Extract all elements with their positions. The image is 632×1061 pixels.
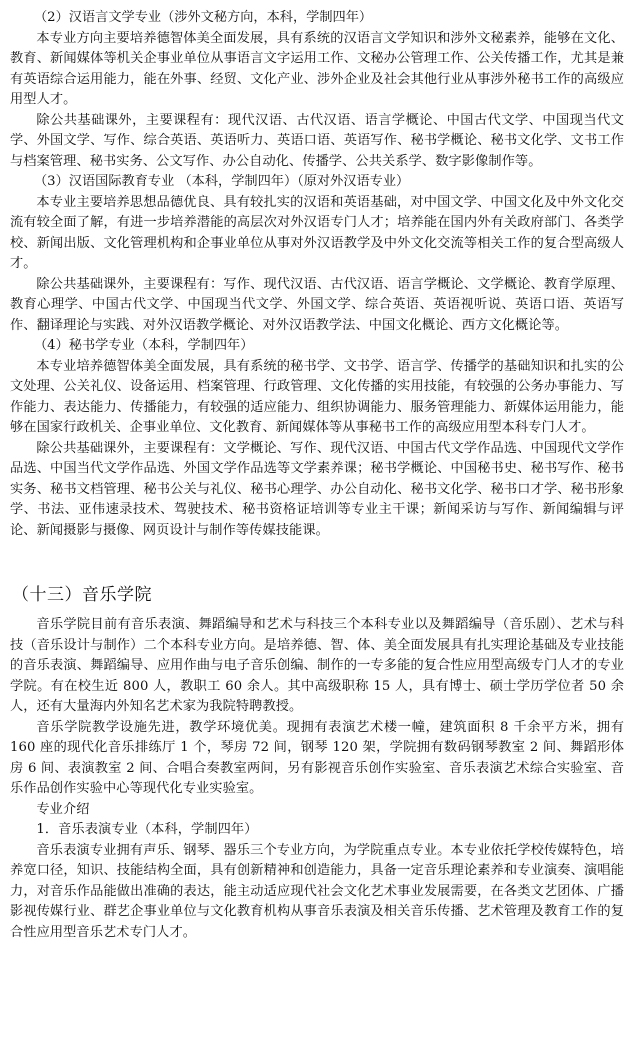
major-heading-chinese-secretarial: （2）汉语言文学专业（涉外文秘方向，本科，学制四年）	[34, 10, 373, 25]
major-heading-music-performance: 1．音乐表演专业（本科，学制四年）	[36, 822, 258, 837]
music-school-introduction: 音乐学院目前有音乐表演、舞蹈编导和艺术与科技三个本科专业以及舞蹈编导（音乐剧）、艺术与科技（音乐设计与制作）二个本科专业方向。是培养德、智、体、美全面发展具有扎实理论基础及专业技能的音乐表演、舞蹈编导、应用作曲与电子音乐创编、制作的一专多能的复合性应用型高级专门人才的专业学院。有在校生近 800 人，教职工 60 余人。其中高级职称 15 人，具有博士、硕士学历学位者 50 余人，还有大量海内外知名艺术家为我院特聘教授。	[10, 617, 624, 714]
major-courses-chinese-secretarial: 除公共基础课外，主要课程有：现代汉语、古代汉语、语言学概论、中国古代文学、中国现当代文学、外国文学、写作、综合英语、英语听力、英语口语、英语写作、秘书学概论、秘书文化学、文书工作与档案管理、秘书实务、公文写作、办公自动化、传播学、公共关系学、数字影像制作等。	[10, 112, 624, 169]
majors-introduction-label: 专业介绍	[36, 801, 90, 817]
major-description-music-performance: 音乐表演专业拥有声乐、钢琴、器乐三个专业方向，为学院重点专业。本专业依托学校传媒特色，培养宽口径，知识、技能结构全面，具有创新精神和创造能力，具备一定音乐理论素养和专业演奏、演唱能力，对音乐作品能做出准确的表达，能主动适应现代社会文化艺术事业发展需要，在各类文艺团体、广播影视传媒行业、群艺企事业单位与文化教育机构从事音乐表演及相关音乐传播、艺术管理及教育工作的复合性应用型音乐艺术专门人才。	[10, 842, 624, 940]
major-description-chinese-secretarial: 本专业方向主要培养德智体美全面发展，具有系统的汉语言文学知识和涉外文秘素养，能够在文化、教育、新闻媒体等机关企事业单位从事语言文字运用工作、文秘办公管理工作、公关传播工作，尤其是兼有英语综合运用能力，能在外事、经贸、文化产业、涉外企业及社会其他行业从事涉外秘书工作的高级应用型人才。	[10, 30, 624, 107]
major-courses-secretarial-studies: 除公共基础课外，主要课程有：文学概论、写作、现代汉语、中国古代文学作品选、中国现代文学作品选、中国当代文学作品选、外国文学作品选等文学素养课；秘书学概论、中国秘书史、秘书写作、秘书实务、秘书文档管理、秘书公关与礼仪、秘书心理学、办公自动化、秘书文化学、秘书口才学、秘书形象学、书法、亚伟速录技术、驾驶技术、秘书资格证培训等专业主干课；新闻采访与写作、新闻编辑与评论、新闻摄影与摄像、网页设计与制作等传媒技能课。	[10, 440, 624, 538]
section-title-music-school: （十三）音乐学院	[12, 585, 152, 605]
major-heading-international-chinese: （3）汉语国际教育专业 （本科，学制四年）（原对外汉语专业）	[34, 174, 410, 189]
major-heading-secretarial-studies: （4）秘书学专业（本科，学制四年）	[34, 338, 254, 353]
section-spacer	[10, 541, 624, 583]
major-courses-international-chinese: 除公共基础课外，主要课程有：写作、现代汉语、古代汉语、语言学概论、文学概论、教育学原理、教育心理学、中国古代文学、中国现当代文学、外国文学、综合英语、英语视听说、英语口语、英语写作、翻译理论与实践、对外汉语教学概论、对外汉语教学法、中国文化概论、西方文化概论等。	[10, 276, 624, 333]
major-description-international-chinese: 本专业主要培养思想品德优良、具有较扎实的汉语和英语基础，对中国文学、中国文化及中外文化交流有较全面了解，有进一步培养潜能的高层次对外汉语专门人才；培养能在国内外有关政府部门、各类学校、新闻出版、文化管理机构和企事业单位从事对外汉语教学及中外文化交流等相关工作的复合型高级人才。	[10, 194, 624, 271]
music-school-facilities: 音乐学院教学设施先进，教学环境优美。现拥有表演艺术楼一幢，建筑面积 8 千余平方米，拥有 160 座的现代化音乐排练厅 1 个，琴房 72 间，钢琴 120 架，学院拥有数码钢琴教室 2 间、舞蹈形体房 6 间、表演教室 2 间、合唱合奏教室两间，另有影视音乐创作实验室、音乐表演艺术综合实验室、音乐作品创作实验中心等现代化专业实验室。	[10, 719, 624, 796]
major-description-secretarial-studies: 本专业培养德智体美全面发展，具有系统的秘书学、文书学、语言学、传播学的基础知识和扎实的公文处理、公关礼仪、设备运用、档案管理、行政管理、文化传播的实用技能，有较强的公务办事能力、写作能力、表达能力、传播能力，有较强的适应能力、组织协调能力、服务管理能力、新媒体运用能力，能够在国家行政机关、企事业单位、文化教育、新闻媒体等从事秘书工作的高级应用型本科专门人才。	[10, 358, 624, 435]
